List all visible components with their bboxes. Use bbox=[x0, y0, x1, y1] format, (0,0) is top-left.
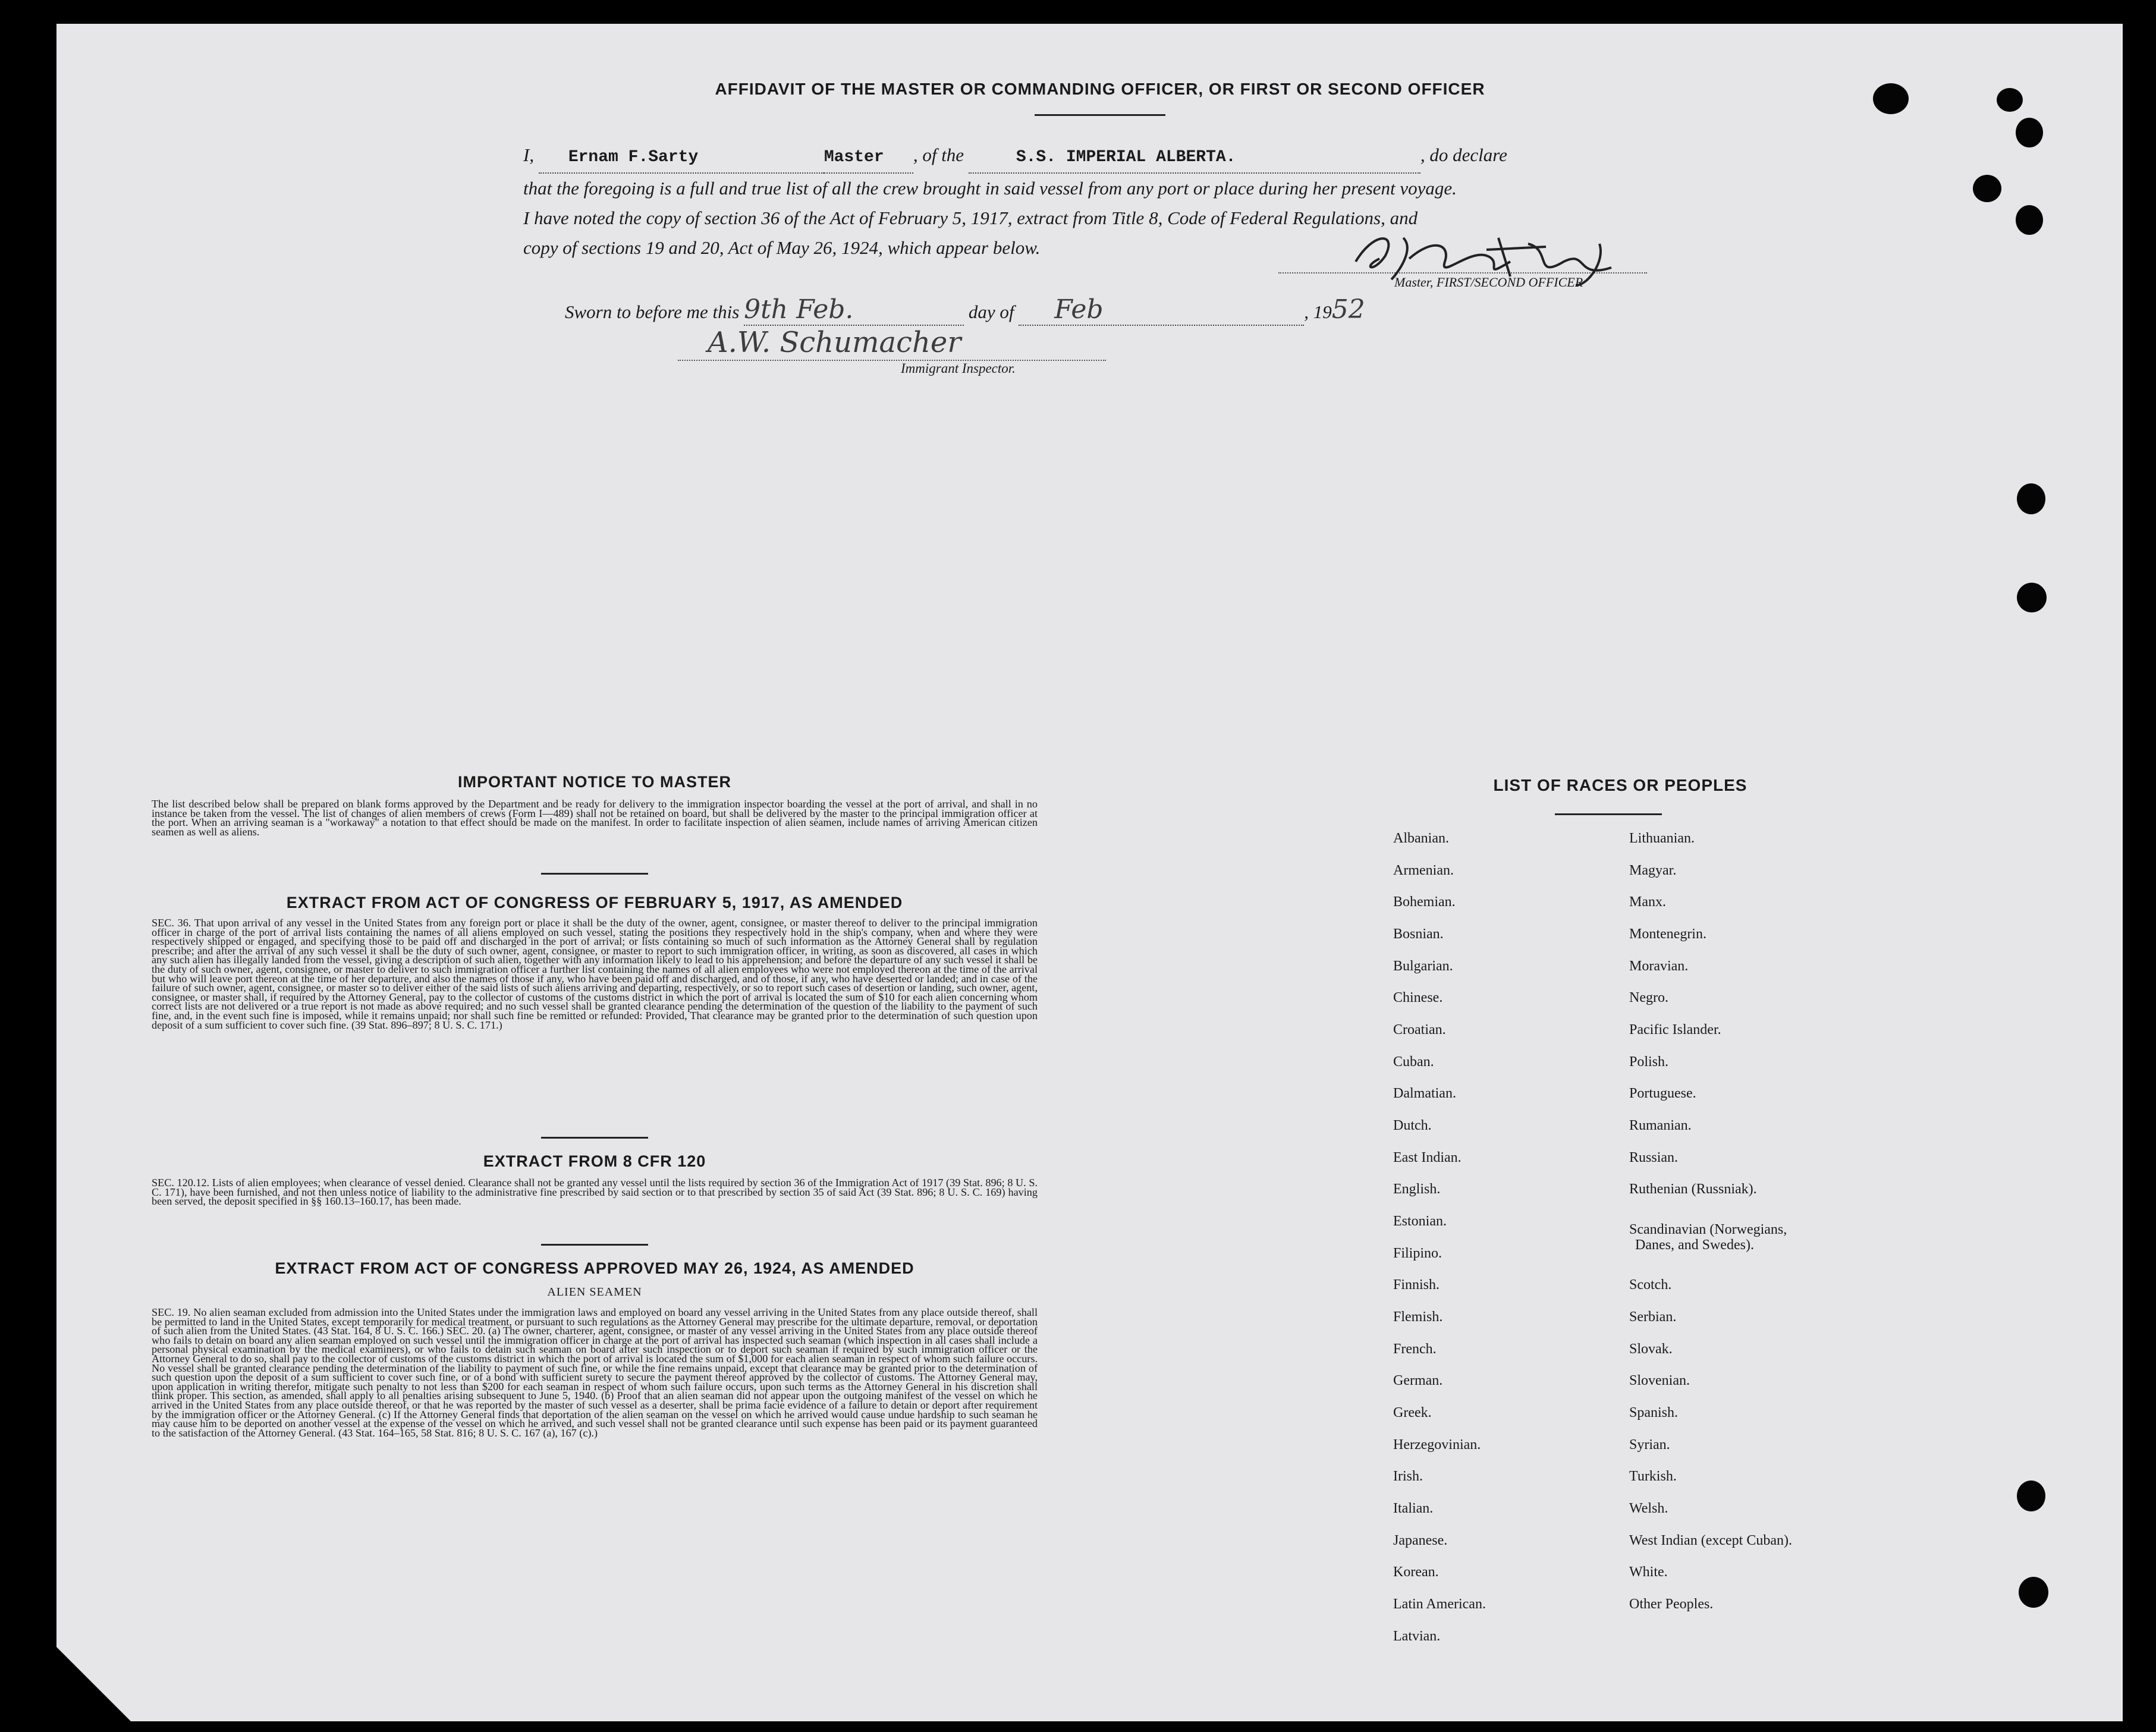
race-item: Danes, and Swedes). bbox=[1635, 1237, 1754, 1253]
race-item: Italian. bbox=[1393, 1501, 1434, 1516]
race-item: Scotch. bbox=[1629, 1277, 1672, 1293]
punch-hole bbox=[2017, 583, 2047, 612]
master-label: Master, FIRST/SECOND OFFICER bbox=[1394, 275, 1583, 290]
document-page bbox=[56, 24, 2123, 1721]
race-item: Dalmatian. bbox=[1393, 1086, 1456, 1101]
race-item: Latvian. bbox=[1393, 1629, 1441, 1644]
race-item: Manx. bbox=[1629, 894, 1666, 910]
day-of-label: day of bbox=[968, 301, 1014, 322]
race-item: German. bbox=[1393, 1373, 1443, 1388]
folded-corner bbox=[56, 1647, 131, 1721]
race-item: Filipino. bbox=[1393, 1246, 1442, 1261]
divider bbox=[541, 1244, 648, 1246]
race-item: Ruthenian (Russniak). bbox=[1629, 1181, 1757, 1197]
race-item: Croatian. bbox=[1393, 1022, 1446, 1038]
race-item: Russian. bbox=[1629, 1150, 1679, 1165]
punch-hole bbox=[1973, 175, 2001, 202]
race-item: Magyar. bbox=[1629, 863, 1677, 878]
race-item: Spanish. bbox=[1629, 1405, 1679, 1420]
race-item: Negro. bbox=[1629, 990, 1668, 1005]
punch-hole bbox=[2016, 205, 2043, 235]
race-item: Herzegovinian. bbox=[1393, 1437, 1481, 1453]
year-prefix: , 19 bbox=[1304, 301, 1332, 322]
race-item: Serbian. bbox=[1629, 1309, 1677, 1325]
race-item: Lithuanian. bbox=[1629, 831, 1695, 846]
affidavit-title: AFFIDAVIT OF THE MASTER OR COMMANDING OFFICER, OR FIRST OR SECOND OFFICER bbox=[715, 80, 1485, 98]
punch-hole bbox=[2017, 1480, 2045, 1511]
punch-hole bbox=[1873, 83, 1909, 114]
sworn-day: 9th Feb. bbox=[744, 294, 854, 325]
vessel-field bbox=[969, 140, 1420, 174]
race-item: Korean. bbox=[1393, 1564, 1439, 1580]
declaration-line-3: I have noted the copy of section 36 of the Act of February 5, 1917, extract from Title 8, Code of Federal Regulations, and bbox=[523, 208, 1418, 228]
sworn-month: Feb bbox=[1054, 294, 1104, 325]
sworn-prefix: Sworn to before me this bbox=[565, 301, 740, 322]
divider bbox=[541, 1137, 648, 1139]
extract-1924-body: SEC. 19. No alien seaman excluded from admission into the United States under the immigration laws and employed on board any vessel arriving in the United States from any place outside thereof, shall be permitted to land in the United States, except temporarily for medical treatment, or pursuant to such regulations as the Attorney General may prescribe for the ultimate departure, removal, or deportation of such alien from the United States. (43 Stat. 164, 8 U. S. C. 166.) SEC. 20. (a) The owner, charterer, agent, consignee, or master of any vessel arriving in the United States from any place outside thereof who fails to detain on board any alien seaman employed on such vessel until the immigration officer in charge at the port of arrival has inspected such seaman (which inspection in all cases shall include a personal physical examination by the medical examiners), or who fails to detain such seaman on board after such inspection or to deport such seaman if required by such immigration officer or the Attorney General to do so, shall pay to the collector of customs of the customs district in which the port of arrival is located the sum of $1,000 for each alien seaman in respect of whom such failure occurs. No vessel shall be granted clearance pending the determination of the liability to payment of such fine, or while the fine remains unpaid, except that clearance may be granted prior to the determination of such question upon the deposit of a sum sufficient to cover such fine, or of a bond with sufficient surety to secure the payment thereof approved by the collector of customs. The Attorney General may, upon application in writing therefor, mitigate such penalty to not less than $200 for each seaman in respect of whom such failure occurs, upon such terms as the Attorney General in his discretion shall think proper. This section, as amended, shall apply to all penalties arising subsequent to June 5, 1940. (b) Proof that an alien seaman did not appear upon the outgoing manifest of the vessel on which he arrived in the United States from any place outside thereof, or that he was reported by the master of such vessel as a deserter, shall be prima facie evidence of a failure to detain or deport after requirement by the immigration officer or the Attorney General. (c) If the Attorney General finds that deportation of the alien seaman on the vessel on which he arrived would cause undue hardship to such seaman he may cause him to be deported on another vessel at the expense of the vessel on which he arrived, and such vessel shall not be granted clearance until such expense has been paid or its payment guaranteed to the satisfaction of the Attorney General. (43 Stat. 164–165, 58 Stat. 816; 8 U. S. C. 167 (a), 167 (c).) bbox=[152, 1306, 1038, 1439]
divider bbox=[541, 873, 648, 875]
punch-hole bbox=[2019, 1577, 2048, 1608]
race-item: Bosnian. bbox=[1393, 926, 1444, 942]
inspector-signature: A.W. Schumacher bbox=[708, 326, 961, 359]
race-item: Bulgarian. bbox=[1393, 958, 1453, 974]
extract-1917-body: SEC. 36. That upon arrival of any vessel in the United States from any foreign port or place it shall be the duty of the owner, agent, consignee, or master thereof to deliver to the principal immigration officer in charge of the port of arrival lists containing the names of all aliens employed on such vessel, stating the positions they respectively hold in the ship's company, when and where they were respectively shipped or engaged, and specifying those to be paid off and discharged in the port of arrival; or lists containing so much of such information as the Attorney General shall by regulation prescribe; and after the arrival of any such vessel it shall be the duty of such owner, agent, consignee, or master to report to such immigration officer, in writing, as soon as discovered, all cases in which any such alien has illegally landed from the vessel, giving a description of such alien, together with any information likely to lead to his apprehension; and before the departure of any such vessel it shall be the duty of such owner, agent, consignee, or master to deliver to such immigration officer a further list containing the names of all alien employees who were not employed thereon at the time of the arrival but who will leave port thereon at the time of her departure, and also the names of those if any, who have been paid off and discharged, and of those, if any, who have deserted or landed; and in case of the failure of such owner, agent, consignee, or master so to deliver either of the said lists of such aliens arriving and departing, respectively, or so to report such cases of desertion or landing, such owner, agent, consignee, or master shall, if required by the Attorney General, pay to the collector of customs of the customs district in which the port of arrival is located the sum of $10 for each alien concerning whom correct lists are not delivered or a true report is not made as above required; and no such vessel shall be granted clearance pending the determination of the question of the liability to the payment of such fine, and, in the event such fine is imposed, while it remains unpaid; nor shall such fine be remitted or refunded: Provided, That clearance may be granted prior to the determination of such question upon deposit of a sum sufficient to cover such fine. (39 Stat. 896–897; 8 U. S. C. 171.) bbox=[152, 917, 1038, 1031]
punch-hole bbox=[1997, 88, 2023, 112]
rank: Master bbox=[824, 148, 884, 166]
declaration-line-4: copy of sections 19 and 20, Act of May 26, 1924, which appear below. bbox=[523, 237, 1041, 258]
inspector-label: Immigrant Inspector. bbox=[901, 361, 1016, 376]
race-item: Dutch. bbox=[1393, 1118, 1432, 1133]
race-item: Moravian. bbox=[1629, 958, 1689, 974]
declaration-line-2: that the foregoing is a full and true list of all the crew brought in said vessel from any port or place during her present voyage. bbox=[523, 178, 1457, 199]
race-item: Other Peoples. bbox=[1629, 1596, 1714, 1612]
extract-8cfr-title: EXTRACT FROM 8 CFR 120 bbox=[483, 1152, 706, 1170]
race-item: Albanian. bbox=[1393, 831, 1449, 846]
master-name: Ernam F.Sarty bbox=[568, 148, 699, 166]
race-item: Turkish. bbox=[1629, 1469, 1677, 1484]
race-item: Rumanian. bbox=[1629, 1118, 1692, 1133]
race-item: White. bbox=[1629, 1564, 1668, 1580]
race-item: Portuguese. bbox=[1629, 1086, 1696, 1101]
race-item: Greek. bbox=[1393, 1405, 1432, 1420]
race-item: Slovenian. bbox=[1629, 1373, 1690, 1388]
notice-title: IMPORTANT NOTICE TO MASTER bbox=[458, 773, 731, 791]
races-title: LIST OF RACES OR PEOPLES bbox=[1493, 776, 1748, 794]
race-item: Irish. bbox=[1393, 1469, 1423, 1484]
race-item: Bohemian. bbox=[1393, 894, 1456, 910]
race-item: Pacific Islander. bbox=[1629, 1022, 1721, 1038]
rank-field bbox=[824, 140, 913, 174]
sworn-day-field bbox=[744, 294, 964, 326]
race-item: Latin American. bbox=[1393, 1596, 1486, 1612]
race-item: Polish. bbox=[1629, 1054, 1669, 1070]
sworn-month-field bbox=[1019, 294, 1304, 326]
race-item: Armenian. bbox=[1393, 863, 1454, 878]
punch-hole bbox=[2016, 118, 2043, 147]
race-item: Chinese. bbox=[1393, 990, 1443, 1005]
race-item: Slovak. bbox=[1629, 1341, 1673, 1357]
master-name-field bbox=[539, 140, 824, 174]
race-item: Estonian. bbox=[1393, 1214, 1447, 1229]
race-item: Montenegrin. bbox=[1629, 926, 1706, 942]
race-item: East Indian. bbox=[1393, 1150, 1462, 1165]
race-item: Finnish. bbox=[1393, 1277, 1440, 1293]
extract-8cfr-body: SEC. 120.12. Lists of alien employees; when clearance of vessel denied. Clearance shall not be granted any vessel until the lists required by section 36 of the Immigration Act of 1917 (39 Stat. 896; 8 U. S. C. 171), have been furnished, and not then unless notice of liability to the administrative fine prescribed by said section or to that prescribed by section 35 of said Act (39 Stat. 896; 8 U. S. C. 169) having been served, the deposit specified in §§ 160.13–160.17, has been made. bbox=[152, 1177, 1038, 1208]
race-item: English. bbox=[1393, 1181, 1441, 1197]
sworn-line bbox=[565, 294, 1365, 326]
race-item: West Indian (except Cuban). bbox=[1629, 1533, 1792, 1548]
notice-body: The list described below shall be prepared on blank forms approved by the Department and be ready for delivery to the immigration inspector boarding the vessel at the port of arrival, and shall in no instance be taken from the vessel. The list of changes of alien members of crews (Form I—489) shall not be retained on board, but shall be delivered by the master to the principal immigration officer at the port. When an arriving seaman is a "workaway" a notation to that effect should be made on the manifest. In order to facilitate inspection of alien seamen, include names of arriving American citizen seamen as well as aliens. bbox=[152, 798, 1038, 838]
race-item: Welsh. bbox=[1629, 1501, 1668, 1516]
race-item: French. bbox=[1393, 1341, 1437, 1357]
vessel-name: S.S. IMPERIAL ALBERTA. bbox=[1016, 148, 1236, 166]
do-declare-label: , do declare bbox=[1420, 144, 1507, 165]
of-the-label: , of the bbox=[913, 144, 964, 165]
race-item: Flemish. bbox=[1393, 1309, 1443, 1325]
alien-seamen-subtitle: ALIEN SEAMEN bbox=[547, 1285, 642, 1299]
divider bbox=[1035, 114, 1165, 116]
race-item: Cuban. bbox=[1393, 1054, 1434, 1070]
race-item: Scandinavian (Norwegians, bbox=[1629, 1222, 1787, 1237]
extract-1924-title: EXTRACT FROM ACT OF CONGRESS APPROVED MAY 26, 1924, AS AMENDED bbox=[275, 1259, 914, 1277]
divider bbox=[1555, 813, 1662, 815]
i-label: I, bbox=[523, 144, 535, 165]
punch-hole bbox=[2017, 483, 2045, 514]
race-item: Japanese. bbox=[1393, 1533, 1448, 1548]
declaration-line-1 bbox=[523, 140, 1653, 174]
race-item: Syrian. bbox=[1629, 1437, 1670, 1453]
extract-1917-title: EXTRACT FROM ACT OF CONGRESS OF FEBRUARY 5, 1917, AS AMENDED bbox=[286, 894, 903, 911]
year-suffix: 52 bbox=[1331, 294, 1365, 325]
